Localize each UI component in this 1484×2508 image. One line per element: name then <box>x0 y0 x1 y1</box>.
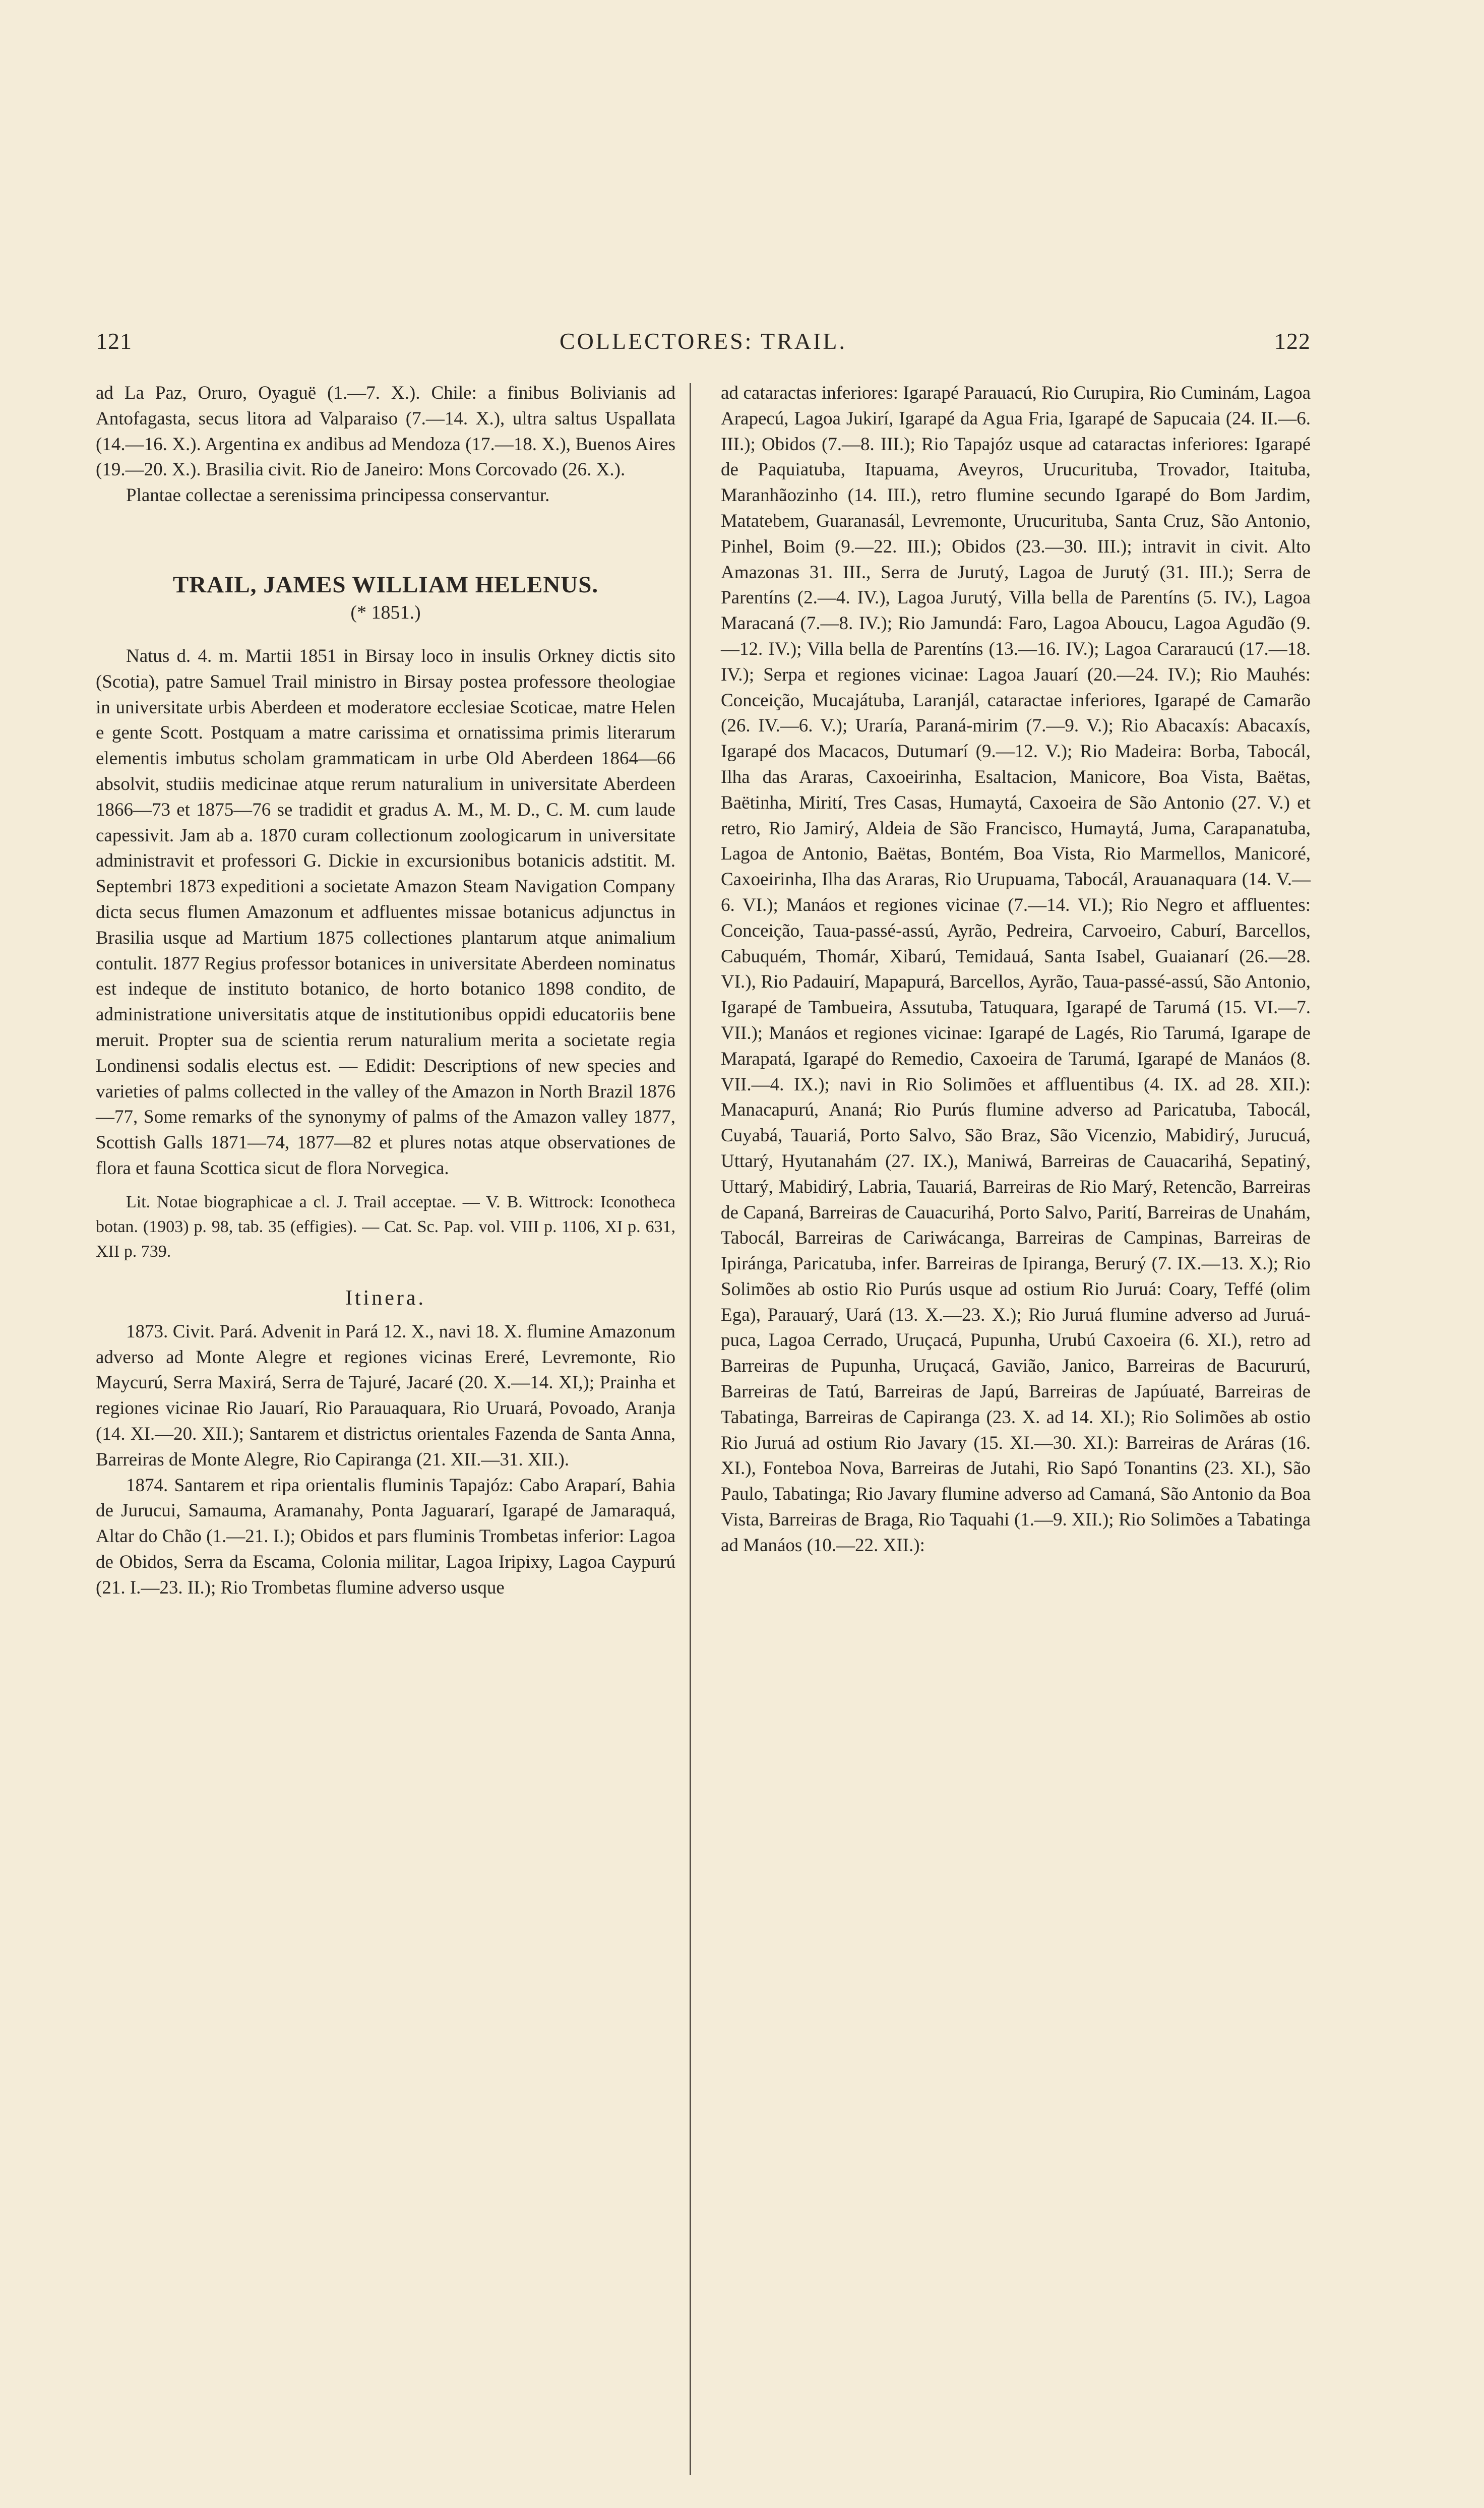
right-column <box>721 381 1311 1559</box>
itinera-1873: 1873. Civit. Pará. Advenit in Pará 12. X., navi 18. X. flumine Amazonum adverso ad Monte Alegre et regiones vicinas Ereré, Levremonte, Rio Maycurú, Serra Maxirá, Serra de Tajuré, Jacaré (20. X.—14. XI,); Prainha et regiones vicinae Rio Jauarí, Rio Parauaquara, Rio Uruará, Povoado, Aranja (14. XI.—20. XII.); Santarem et districtus orientales Fazenda de Santa Anna, Barreiras de Monte Alegre, Rio Capiranga (21. XII.—31. XII.). <box>96 1321 675 1470</box>
running-header <box>96 328 1311 358</box>
column-divider <box>690 383 691 2475</box>
right-page-number: 122 <box>1274 328 1311 354</box>
itinera-title: Itinera. <box>345 1286 426 1310</box>
biography-birth: (* 1851.) <box>350 601 421 623</box>
right-column-text: ad cataractas inferiores: Igarapé Parauacú, Rio Curupira, Rio Cuminám, Lagoa Arapecú, Lagoa Jukirí, Igarapé da Agua Fria, Igarapé de Sapucaia (24. II.—6. III.); Obidos (7.—8. III.); Rio Tapajóz usque ad cataractas inferiores: Igarapé de Paquiatuba, Itapuama, Aveyros, Urucurituba, Trovador, Itaituba, Maranhãozinho (14. III.), retro flumine secundo Igarapé do Bom Jardim, Matatebem, Guaranasál, Levremonte, Urucurituba, Santa Cruz, São Antonio, Pinhel, Boim (9.—22. III.); Obidos (23.—30. III.); intravit in civit. Alto Amazonas 31. III., Serra de Jurutý, Lagoa de Jurutý (31. III.); Serra de Parentíns (2.—4. IV.), Lagoa Jurutý, Villa bella de Parentíns (5. IV.), Lagoa Maracaná (7.—8. IV.); Rio Jamundá: Faro, Lagoa Aboucu, Lagoa Agudão (9.—12. IV.); Villa bella de Parentíns (13.—16. IV.); Lagoa Cararaucú (17.—18. IV.); Serpa et regiones vicinae: Lagoa Jauarí (20.—24. IV.); Rio Mauhés: Conceição, Mucajátuba, Laranjál, cataractae inferiores, Igarapé de Camarão (26. IV.—6. V.); Uraría, Paraná-mirim (7.—9. V.); Rio Abacaxís: Abacaxís, Igarapé dos Macacos, Dutumarí (9.—12. V.); Rio Madeira: Borba, Tabocál, Ilha das Araras, Caxoeirinha, Esaltacion, Manicore, Boa Vista, Baëtas, Baëtinha, Mirití, Tres Casas, Humaytá, Caxoeira de São Antonio (27. V.) et retro, Rio Jamirý, Aldeia de São Francisco, Humaytá, Juma, Carapanatuba, Lagoa de Antonio, Baëtas, Bontém, Boa Vista, Rio Marmellos, Manicoré, Caxoeirinha, Ilha das Araras, Rio Urupuama, Tabocál, Arauanaquara (14. V.—6. VI.); Manáos et regiones vicinae (7.—14. VI.); Rio Negro et affluentes: Conceição, Taua-passé-assú, Ayrão, Pedreira, Carvoeiro, Caburí, Barcellos, Cabuquém, Thomár, Xibarú, Temidauá, Santa Isabel, Guaianarí (26.—28. VI.), Rio Padauirí, Mapapurá, Barcellos, Ayrão, Taua-passé-assú, São Antonio, Igarapé de Tambueira, Assutuba, Tatuquara, Igarapé de Tarumá (15. VI.—7. VII.); Manáos et regiones vicinae: Igarapé de Lagés, Rio Tarumá, Igarape de Marapatá, Igarapé do Remedio, Caxoeira de Tarumá, Igarapé de Manáos (8. VII.—4. IX.); navi in Rio Solimões et affluentibus (4. IX. ad 28. XII.): Manacapurú, Ananá; Rio Purús flumine adverso ad Paricatuba, Tabocál, Cuyabá, Tauariá, Porto Salvo, São Braz, São Vicenzio, Mabidirý, Jurucuá, Uttarý, Hyutanahám (27. IX.), Maniwá, Barreiras de Cauacarihá, Sepatiný, Uttarý, Mabidirý, Labria, Tauariá, Barreiras de Rio Marý, Retencão, Barreiras de Capaná, Barreiras de Cauacurihá, Porto Salvo, Parití, Barreiras de Unahám, Tabocál, Barreiras de Cariwácanga, Barreiras de Campinas, Barreiras de Ipiránga, Paricatuba, infer. Barreiras de Ipiranga, Berurý (7. IX.—13. X.); Rio Solimões ab ostio Rio Purús usque ad ostium Rio Juruá: Coary, Teffé (olim Ega), Parauarý, Uará (13. X.—23. X.); Rio Juruá flumine adverso ad Juruá-puca, Lagoa Cerrado, Uruçacá, Pupunha, Urubú Caxoeira (6. XI.), retro ad Barreiras de Pupunha, Uruçacá, Gavião, Janico, Barreiras de Bacururú, Barreiras de Tatú, Barreiras de Japú, Barreiras de Japúuaté, Barreiras de Tabatinga, Barreiras de Capiranga (23. X. ad 14. XI.); Rio Solimões ab ostio Rio Juruá ad ostium Rio Javary (15. XI.—30. XI.): Barreiras de Aráras (16. XI.), Fonteboa Nova, Barreiras de Jutahi, Rio Sapó Tonantins (23. XI.), São Paulo, Tabatinga; Rio Javary flumine adverso ad Camaná, São Antonio da Boa Vista, Barreiras de Braga, Rio Taquahi (1.—9. XII.); Rio Solimões a Tabatinga ad Manáos (10.—22. XII.): <box>721 383 1311 1556</box>
biography-text: Natus d. 4. m. Martii 1851 in Birsay loco in insulis Orkney dictis sito (Scotia), patre Samuel Trail ministro in Birsay postea professore theologiae in universitate urbis Aberdeen et moderatore ecclesiae Scoticae, matre Helen e gente Scott. Postquam a matre carissima et ornatissima primis literarum elementis imbutus scholam grammaticam in urbe Old Aberdeen 1864—66 absolvit, studiis medicinae atque rerum naturalium in universitate Aberdeen 1866—73 et 1875—76 se tradidit et gradus A. M., M. D., C. M. cum laude capessivit. Jam ab a. 1870 curam collectionum zoologicarum in universitate administravit et professori G. Dickie in excursionibus botanicis adstitit. M. Septembri 1873 expeditioni a societate Amazon Steam Navigation Company dicta secus flumen Amazonum et adfluentes missae botanicus adjunctus in Brasilia usque ad Martium 1875 collectiones plantarum atque animalium contulit. 1877 Regius professor botanices in universitate Aberdeen nominatus est indeque de instituto botanico, de horto botanico 1898 condito, de administratione universitatis atque de institutionibus oppidi educatoriis bene meruit. Propter sua de scientia rerum naturalium merita a societate regia Londinensi sodalis electus est. — Edidit: Descriptions of new species and varieties of palms collected in the valley of the Amazon in North Brazil 1876—77, Some remarks of the synonymy of palms of the Amazon valley 1877, Scottish Galls 1871—74, 1877—82 et plures notas atque observationes de flora et fauna Scottica sicut de flora Norvegica. <box>96 645 675 1179</box>
running-title: COLLECTORES: TRAIL. <box>559 328 847 354</box>
intro-paragraph: ad La Paz, Oruro, Oyaguë (1.—7. X.). Chile: a finibus Bolivianis ad Antofagasta, secus litora ad Valparaiso (7.—14. X.), ultra saltus Uspallata (14.—16. X.). Argentina ex andibus ad Mendoza (17.—18. X.), Buenos Aires (19.—20. X.). Brasilia civit. Rio de Janeiro: Mons Corcovado (26. X.). <box>96 383 675 480</box>
literature-references: Lit. Notae biographicae a cl. J. Trail acceptae. — V. B. Wittrock: Iconotheca botan. (1903) p. 98, tab. 35 (effigies). — Cat. Sc. Pap. vol. VIII p. 1106, XI p. 631, XII p. 739. <box>96 1192 675 1261</box>
left-column <box>96 381 675 1601</box>
left-page-number: 121 <box>96 328 132 354</box>
intro-note: Plantae collectae a serenissima principessa conservantur. <box>126 485 550 506</box>
itinera-1874: 1874. Santarem et ripa orientalis fluminis Tapajóz: Cabo Araparí, Bahia de Jurucui, Samauma, Aramanahy, Ponta Jaguararí, Igarapé de Jamaraquá, Altar do Chão (1.—21. I.); Obidos et pars fluminis Trombetas inferior: Lagoa de Obidos, Serra da Escama, Colonia militar, Lagoa Iripixy, Lagoa Caypurú (21. I.—23. II.); Rio Trombetas flumine adverso usque <box>96 1475 675 1598</box>
biography-heading: TRAIL, JAMES WILLIAM HELENUS. <box>172 571 599 598</box>
